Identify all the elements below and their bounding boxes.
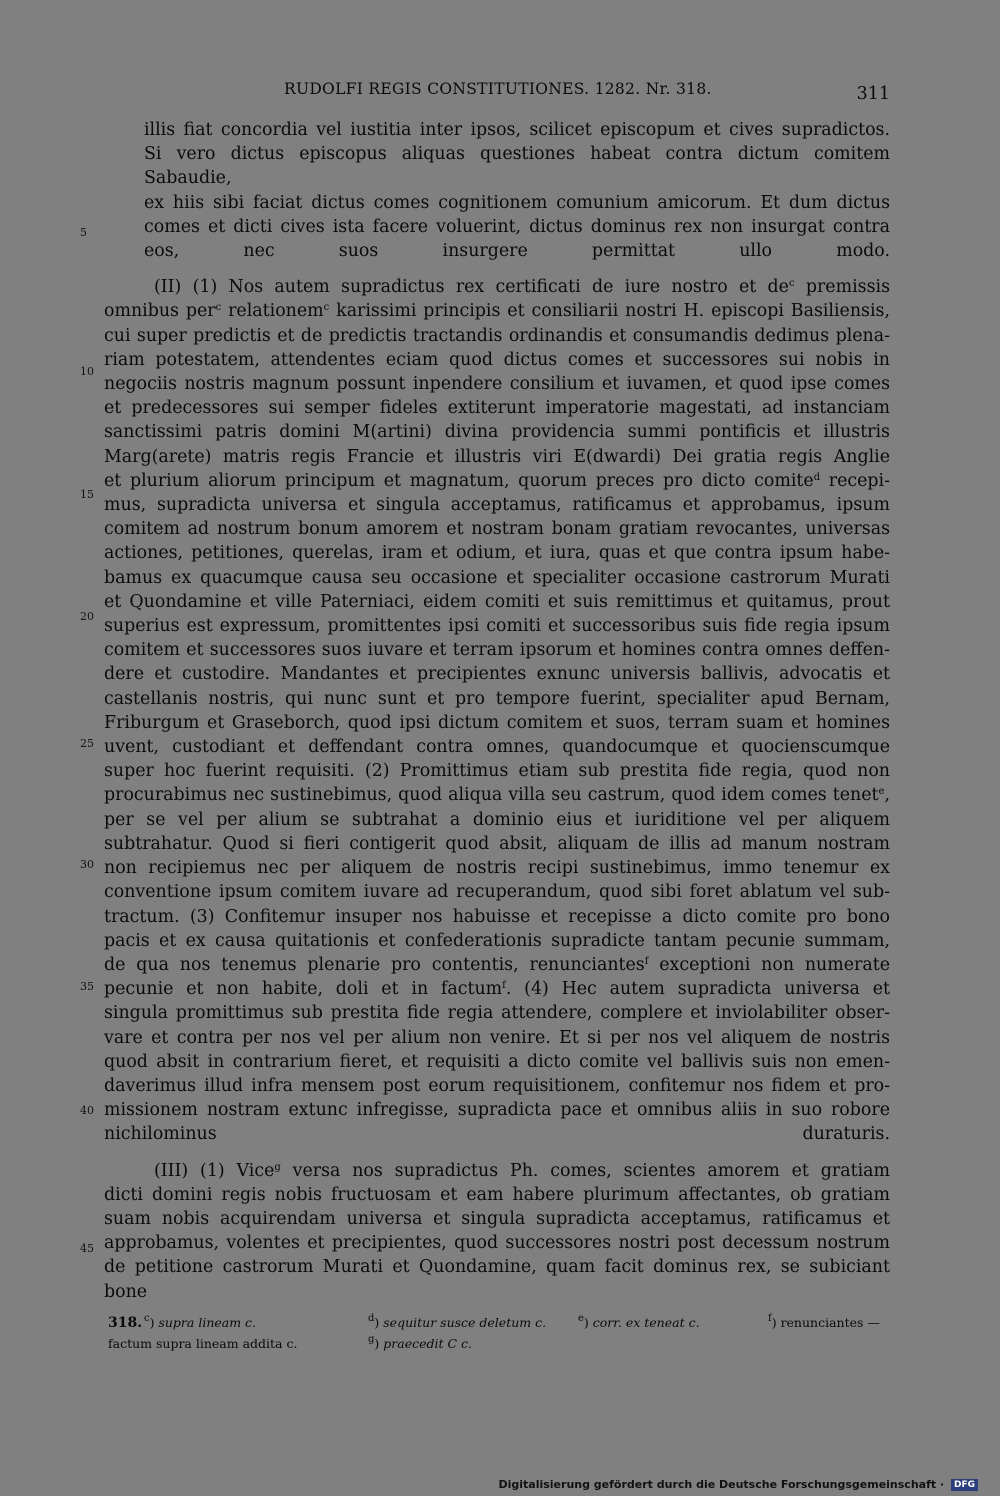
line-number: 20: [80, 610, 94, 623]
footnote-marker: c: [788, 278, 795, 290]
digitization-credit: [498, 1478, 978, 1491]
footnote-f: $^f$) renunciantes —: [768, 1313, 880, 1330]
line-number: 30: [80, 858, 94, 871]
footnote-f-continued: factum supra lineam addita c.: [108, 1336, 298, 1351]
footnote-doc-number: 318.: [108, 1315, 143, 1331]
running-header: [104, 80, 890, 110]
line-number: 15: [80, 488, 94, 501]
running-title: RUDOLFI REGIS CONSTITUTIONES. 1282. Nr. 318.: [284, 80, 712, 98]
footnote-e: $^e$) corr. ex teneat c.: [578, 1313, 700, 1330]
footnotes: [108, 1312, 894, 1354]
dfg-logo-icon: DFG: [951, 1479, 978, 1491]
footnote-marker: c: [323, 302, 330, 314]
line-number: 45: [80, 1242, 94, 1255]
footnote-marker: d: [813, 471, 821, 483]
line-number: 10: [80, 365, 94, 378]
footnote-marker: e: [878, 786, 885, 798]
paragraph-1: illis fiat concordia vel iustitia inter ipsos, scilicet episcopum et cives supradictos. Si vero dictus episcopus aliquas questiones habeat contra dictum comitem Sabaudie, ex hiis sibi faciat dictus comes cognitionem comunium amicorum. Et dum dictus comes et dicti cives ista facere voluerint, dictus dominus rex non insurgat contra eos, nec suos insurgere permittat ullo modo.: [144, 120, 890, 262]
page-number: 311: [856, 84, 890, 104]
footnote-marker: f: [502, 980, 506, 992]
main-text: [104, 118, 890, 1304]
footnote-c: $^c$) supra lineam c.: [144, 1313, 257, 1330]
paragraph-2: (II) (1) Nos autem supradictus rex certificati de iure nostro et $de^c$ premissis omnibus per$^c$ relationem$^c$ karissimi principis et consiliarii nostri H. episcopi Basiliensis, cui super predictis et de predictis tractandis ordinandis et consumandis dedimus plena- riam potestatem, attendentes eciam quod dictus comes et successores sui nobis in negociis nostris magnum possunt inpendere consilium et iuvamen, et quod ipse comes et predecessores sui semper fideles extiterunt imperatorie magestati, ad instanciam sanctissimi patris domini M(artini) divina providencia summi pontificis et illustris Marg(arete) matris regis Francie et illustris viri E(dwardi) Dei gratia regis Anglie et plurium aliorum principum et magnatum, quorum preces pro dicto comite$^d$ recepi- mus, supradicta universa et singula acceptamus, ratificamus et approbamus, ipsum comitem ad nostrum bonum amorem et nostram bonam gratiam revocantes, universas actiones, petitiones, querelas, iram et odium, et iura, quas et que contra ipsum habe- bamus ex quacumque causa seu occasione et specialiter occasione castrorum Murati et Quondamine et ville Paterniaci, eidem comiti et suis remittimus et quitamus, prout superius est expressum, promittentes ipsi comiti et successoribus suis fide regia ipsum comitem et successores suos iuvare et terram ipsorum et homines contra omnes deffen- dere et custodire. Mandantes et precipientes exnunc universis ballivis, advocatis et castellanis nostris, qui nunc sunt et pro tempore fuerint, specialiter apud Bernam, Friburgum et Graseborch, quod ipsi dictum comitem et suos, terram suam et homines uvent, custodiant et deffendant contra omnes, quandocumque et quocienscumque super hoc fuerint requisiti. (2) Promittimus etiam sub prestita fide regia, quod non procurabimus nec sustinebimus, quod aliqua villa seu castrum, quod idem comes tenet$^e$, per se vel per alium se subtrahat a dominio eius et iuriditione vel per aliquem subtrahatur. Quod si fieri contigerit quod absit, aliquam de illis ad manum nostram non recipiemus nec per aliquem de nostris recipi sustinebimus, immo tenemur ex conventione ipsum comitem iuvare ad recuperandum, quod sibi foret ablatum vel sub- tractum. (3) Confitemur insuper nos habuisse et recepisse a dicto comite pro bono pacis et ex causa quitationis et confederationis supradicte tantam pecunie summam, de qua nos tenemus plenarie pro contentis, renunciantes$^f$ exceptioni non numerate pecunie et non habite, doli et in factum$^f$. (4) Hec autem supradicta universa et singula promittimus sub prestita fide regia attendere, complere et inviolabiliter obser- vare et contra per nos vel per alium non venire. Et si per nos vel aliquem de nostris quod absit in contrarium fieret, et requisiti a dicto comite vel ballivis suis non emen- daverimus illud infra mensem post eorum requisitionem, confitemur nos fidem et pro- missionem nostram extunc infregisse, supradicta pace et omnibus aliis in suo robore nichilominus duraturis.: [104, 277, 890, 1145]
line-number: 5: [80, 226, 87, 239]
footnote-marker: c: [215, 302, 222, 314]
line-number: 35: [80, 980, 94, 993]
line-number: 25: [80, 737, 94, 750]
footnote-d: $^d$) sequitur susce deletum c.: [368, 1313, 547, 1330]
footnote-g: $^g$) praecedit C c.: [368, 1334, 472, 1351]
footnote-marker: f: [644, 955, 649, 967]
footnote-marker: g: [274, 1161, 281, 1173]
credit-text: Digitalisierung gefördert durch die Deutsche Forschungsgemeinschaft ·: [498, 1478, 945, 1491]
line-number: 40: [80, 1104, 94, 1117]
paragraph-3: (III) (1) Vice$^g$ versa nos supradictus Ph. comes, scientes amorem et gratiam dicti domini regis nobis fructuosam et eam habere plurimum affectantes, ob gratiam suam nobis acquirendam universa et singula supradicta acceptamus, ratificamus et approbamus, volentes et precipientes, quod successores nostri post decessum nostrum de petitione castrorum Murati et Quondamine, quam facit dominus rex, se subiciant bone: [104, 1160, 891, 1302]
